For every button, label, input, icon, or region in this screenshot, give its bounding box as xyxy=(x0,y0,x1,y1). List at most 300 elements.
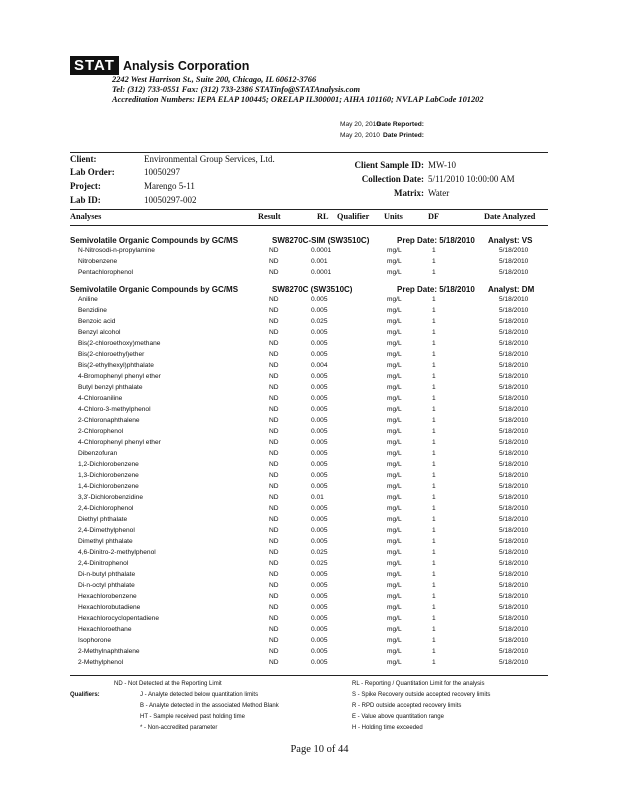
analyte-name: Diethyl phthalate xyxy=(78,516,128,523)
date-analyzed-value: 5/18/2010 xyxy=(499,439,529,446)
analyte-name: 2-Chloronaphthalene xyxy=(78,417,140,424)
df-value: 1 xyxy=(432,258,436,265)
table-row xyxy=(70,361,548,372)
analyte-name: 4-Chloro-3-methylphenol xyxy=(78,406,151,413)
section-method: SW8270C (SW3510C) xyxy=(272,285,353,294)
rl-value: 0.005 xyxy=(311,384,328,391)
date-analyzed-value: 5/18/2010 xyxy=(499,428,529,435)
df-value: 1 xyxy=(432,483,436,490)
matrix-label: Matrix: xyxy=(394,188,424,198)
section-analyst: Analyst: VS xyxy=(488,236,533,245)
date-analyzed-value: 5/18/2010 xyxy=(499,395,529,402)
result-value: ND xyxy=(269,516,279,523)
analyte-name: Hexachlorobutadiene xyxy=(78,604,141,611)
rl-value: 0.005 xyxy=(311,648,328,655)
section-rows xyxy=(70,295,548,669)
rl-value: 0.005 xyxy=(311,351,328,358)
date-analyzed-value: 5/18/2010 xyxy=(499,637,529,644)
table-row xyxy=(70,438,548,449)
units-value: mg/L xyxy=(387,296,402,303)
result-value: ND xyxy=(269,582,279,589)
units-value: mg/L xyxy=(387,450,402,457)
column-header-row xyxy=(70,212,548,224)
units-value: mg/L xyxy=(387,340,402,347)
df-value: 1 xyxy=(432,450,436,457)
date-analyzed-value: 5/18/2010 xyxy=(499,373,529,380)
analyte-name: 1,2-Dichlorobenzene xyxy=(78,461,139,468)
result-value: ND xyxy=(269,538,279,545)
units-value: mg/L xyxy=(387,247,402,254)
date-reported-label: Date Reported: xyxy=(376,121,424,128)
analyte-name: 2-Methylphenol xyxy=(78,659,124,666)
result-value: ND xyxy=(269,615,279,622)
rl-value: 0.005 xyxy=(311,329,328,336)
units-value: mg/L xyxy=(387,615,402,622)
qualifiers-label: Qualifiers: xyxy=(70,692,100,698)
analyte-name: 1,4-Dichlorobenzene xyxy=(78,483,139,490)
rl-value: 0.005 xyxy=(311,373,328,380)
df-value: 1 xyxy=(432,318,436,325)
result-value: ND xyxy=(269,450,279,457)
result-value: ND xyxy=(269,560,279,567)
table-row xyxy=(70,383,548,394)
result-value: ND xyxy=(269,626,279,633)
date-analyzed-value: 5/18/2010 xyxy=(499,494,529,501)
df-value: 1 xyxy=(432,593,436,600)
analyte-name: Aniline xyxy=(78,296,98,303)
table-row xyxy=(70,647,548,658)
lab-id-label: Lab ID: xyxy=(70,195,101,205)
analyte-name: 4,6-Dinitro-2-methylphenol xyxy=(78,549,156,556)
analyte-name: Dimethyl phthalate xyxy=(78,538,133,545)
result-value: ND xyxy=(269,461,279,468)
units-value: mg/L xyxy=(387,258,402,265)
analyte-name: Hexachlorocyclopentadiene xyxy=(78,615,160,622)
date-analyzed-value: 5/18/2010 xyxy=(499,258,529,265)
date-analyzed-value: 5/18/2010 xyxy=(499,340,529,347)
client-label: Client: xyxy=(70,154,97,164)
df-value: 1 xyxy=(432,549,436,556)
date-analyzed-value: 5/18/2010 xyxy=(499,406,529,413)
units-value: mg/L xyxy=(387,362,402,369)
result-value: ND xyxy=(269,483,279,490)
df-value: 1 xyxy=(432,659,436,666)
units-value: mg/L xyxy=(387,626,402,633)
analyte-name: Dibenzofuran xyxy=(78,450,118,457)
table-row xyxy=(70,427,548,438)
col-analyses: Analyses xyxy=(70,212,102,221)
legend-r: R - RPD outside accepted recovery limits xyxy=(352,703,462,709)
rl-value: 0.005 xyxy=(311,615,328,622)
table-row xyxy=(70,328,548,339)
date-analyzed-value: 5/18/2010 xyxy=(499,615,529,622)
rl-value: 0.005 xyxy=(311,406,328,413)
col-rl: RL xyxy=(317,212,329,221)
section-method: SW8270C-SIM (SW3510C) xyxy=(272,236,370,245)
legend-e: E - Value above quantitation range xyxy=(352,714,444,720)
table-row xyxy=(70,515,548,526)
lab-contact: Tel: (312) 733-0551 Fax: (312) 733-2386 STATinfo@STATAnalysis.com xyxy=(112,85,361,94)
table-row xyxy=(70,614,548,625)
df-value: 1 xyxy=(432,296,436,303)
section-analyst: Analyst: DM xyxy=(488,285,535,294)
analyte-name: Bis(2-chloroethoxy)methane xyxy=(78,340,161,347)
rl-value: 0.005 xyxy=(311,659,328,666)
date-analyzed-value: 5/18/2010 xyxy=(499,571,529,578)
date-analyzed-value: 5/18/2010 xyxy=(499,505,529,512)
analyte-name: Hexachlorobenzene xyxy=(78,593,137,600)
project-name: Marengo 5-11 xyxy=(144,181,195,191)
table-row xyxy=(70,504,548,515)
rl-value: 0.0001 xyxy=(311,269,332,276)
result-value: ND xyxy=(269,351,279,358)
section-prep-date: Prep Date: 5/18/2010 xyxy=(397,236,475,245)
df-value: 1 xyxy=(432,362,436,369)
rl-value: 0.005 xyxy=(311,461,328,468)
date-analyzed-value: 5/18/2010 xyxy=(499,560,529,567)
lab-address: 2242 West Harrison St., Suite 200, Chicago, IL 60612-3766 xyxy=(112,75,317,84)
table-row xyxy=(70,317,548,328)
units-value: mg/L xyxy=(387,527,402,534)
result-value: ND xyxy=(269,648,279,655)
units-value: mg/L xyxy=(387,505,402,512)
df-value: 1 xyxy=(432,571,436,578)
analyte-name: Hexachloroethane xyxy=(78,626,132,633)
df-value: 1 xyxy=(432,494,436,501)
df-value: 1 xyxy=(432,384,436,391)
table-row xyxy=(70,372,548,383)
sample-id-label: Client Sample ID: xyxy=(354,160,424,170)
df-value: 1 xyxy=(432,538,436,545)
units-value: mg/L xyxy=(387,637,402,644)
date-analyzed-value: 5/18/2010 xyxy=(499,329,529,336)
lab-header xyxy=(70,56,590,105)
table-row xyxy=(70,603,548,614)
rl-value: 0.005 xyxy=(311,637,328,644)
legend-b: B - Analyte detected in the associated Method Blank xyxy=(140,703,279,709)
date-analyzed-value: 5/18/2010 xyxy=(499,450,529,457)
rl-value: 0.005 xyxy=(311,472,328,479)
lab-order: 10050297 xyxy=(144,167,180,177)
analyte-name: 4-Bromophenyl phenyl ether xyxy=(78,373,161,380)
table-row xyxy=(70,493,548,504)
analyte-name: Benzoic acid xyxy=(78,318,116,325)
date-analyzed-value: 5/18/2010 xyxy=(499,461,529,468)
rl-value: 0.005 xyxy=(311,428,328,435)
date-printed: May 20, 2010 xyxy=(340,132,380,139)
result-value: ND xyxy=(269,593,279,600)
analyte-name: Isophorone xyxy=(78,637,111,644)
date-analyzed-value: 5/18/2010 xyxy=(499,307,529,314)
sample-id: MW-10 xyxy=(428,160,456,170)
result-value: ND xyxy=(269,428,279,435)
units-value: mg/L xyxy=(387,472,402,479)
units-value: mg/L xyxy=(387,461,402,468)
col-date-analyzed: Date Analyzed xyxy=(484,212,536,221)
analyte-name: Benzyl alcohol xyxy=(78,329,121,336)
date-analyzed-value: 5/18/2010 xyxy=(499,417,529,424)
df-value: 1 xyxy=(432,560,436,567)
units-value: mg/L xyxy=(387,329,402,336)
df-value: 1 xyxy=(432,637,436,644)
date-analyzed-value: 5/18/2010 xyxy=(499,549,529,556)
page-number: Page 10 of 44 xyxy=(290,744,349,755)
project-label: Project: xyxy=(70,181,101,191)
df-value: 1 xyxy=(432,516,436,523)
units-value: mg/L xyxy=(387,428,402,435)
rl-value: 0.005 xyxy=(311,527,328,534)
df-value: 1 xyxy=(432,527,436,534)
header-bottom-rule xyxy=(70,225,548,226)
table-row xyxy=(70,658,548,669)
analyte-name: 2-Chlorophenol xyxy=(78,428,124,435)
rl-value: 0.01 xyxy=(311,494,324,501)
table-row xyxy=(70,526,548,537)
units-value: mg/L xyxy=(387,516,402,523)
date-analyzed-value: 5/18/2010 xyxy=(499,483,529,490)
analyte-name: Bis(2-chloroethyl)ether xyxy=(78,351,145,358)
table-row xyxy=(70,306,548,317)
lab-order-label: Lab Order: xyxy=(70,167,115,177)
units-value: mg/L xyxy=(387,648,402,655)
rl-value: 0.005 xyxy=(311,439,328,446)
result-value: ND xyxy=(269,340,279,347)
col-units: Units xyxy=(384,212,403,221)
table-row xyxy=(70,295,548,306)
df-value: 1 xyxy=(432,247,436,254)
result-value: ND xyxy=(269,258,279,265)
result-value: ND xyxy=(269,472,279,479)
table-row xyxy=(70,581,548,592)
table-row xyxy=(70,460,548,471)
rl-value: 0.005 xyxy=(311,340,328,347)
df-value: 1 xyxy=(432,428,436,435)
lab-accreditation: Accreditation Numbers: IEPA ELAP 100445; ORELAP IL300001; AIHA 101160; NVLAP LabCode 101202 xyxy=(112,95,484,104)
result-value: ND xyxy=(269,307,279,314)
df-value: 1 xyxy=(432,439,436,446)
df-value: 1 xyxy=(432,417,436,424)
rl-value: 0.005 xyxy=(311,395,328,402)
analyte-name: 2,4-Dichlorophenol xyxy=(78,505,134,512)
date-analyzed-value: 5/18/2010 xyxy=(499,351,529,358)
client-top-rule xyxy=(70,152,548,153)
df-value: 1 xyxy=(432,461,436,468)
df-value: 1 xyxy=(432,582,436,589)
df-value: 1 xyxy=(432,340,436,347)
analyte-name: 3,3'-Dichlorobenzidine xyxy=(78,494,144,501)
client-info xyxy=(70,154,560,206)
table-row xyxy=(70,257,548,268)
rl-value: 0.001 xyxy=(311,258,328,265)
table-row xyxy=(70,570,548,581)
rl-value: 0.005 xyxy=(311,417,328,424)
df-value: 1 xyxy=(432,626,436,633)
analyte-name: 4-Chloroaniline xyxy=(78,395,123,402)
units-value: mg/L xyxy=(387,373,402,380)
company-name: Analysis Corporation xyxy=(122,58,250,73)
date-analyzed-value: 5/18/2010 xyxy=(499,648,529,655)
result-value: ND xyxy=(269,296,279,303)
date-printed-label: Date Printed: xyxy=(382,132,424,139)
date-analyzed-value: 5/18/2010 xyxy=(499,538,529,545)
units-value: mg/L xyxy=(387,483,402,490)
df-value: 1 xyxy=(432,329,436,336)
table-row xyxy=(70,537,548,548)
df-value: 1 xyxy=(432,604,436,611)
table-row xyxy=(70,416,548,427)
header-top-rule xyxy=(70,209,548,210)
result-value: ND xyxy=(269,384,279,391)
analyte-name: 1,3-Dichlorobenzene xyxy=(78,472,139,479)
table-row xyxy=(70,559,548,570)
rl-value: 0.005 xyxy=(311,505,328,512)
table-row xyxy=(70,268,548,279)
table-row xyxy=(70,339,548,350)
section-name: Semivolatile Organic Compounds by GC/MS xyxy=(70,285,239,294)
result-value: ND xyxy=(269,637,279,644)
result-value: ND xyxy=(269,439,279,446)
analyte-name: Nitrobenzene xyxy=(78,258,118,265)
date-analyzed-value: 5/18/2010 xyxy=(499,626,529,633)
analyte-name: 2-Methylnaphthalene xyxy=(78,648,140,655)
legend-rl: RL - Reporting / Quantitation Limit for the analysis xyxy=(352,681,485,687)
units-value: mg/L xyxy=(387,395,402,402)
section-rows xyxy=(70,246,548,279)
stat-logo: STAT xyxy=(70,56,119,75)
rl-value: 0.005 xyxy=(311,307,328,314)
table-row xyxy=(70,636,548,647)
units-value: mg/L xyxy=(387,406,402,413)
result-value: ND xyxy=(269,417,279,424)
col-qualifier: Qualifier xyxy=(337,212,370,221)
analyte-name: Di-n-butyl phthalate xyxy=(78,571,136,578)
rl-value: 0.005 xyxy=(311,296,328,303)
legend-j: J - Analyte detected below quantitation limits xyxy=(140,692,259,698)
date-analyzed-value: 5/18/2010 xyxy=(499,593,529,600)
result-value: ND xyxy=(269,362,279,369)
rl-value: 0.005 xyxy=(311,604,328,611)
date-analyzed-value: 5/18/2010 xyxy=(499,269,529,276)
df-value: 1 xyxy=(432,472,436,479)
result-value: ND xyxy=(269,527,279,534)
df-value: 1 xyxy=(432,406,436,413)
analyte-name: 2,4-Dinitrophenol xyxy=(78,560,129,567)
table-row xyxy=(70,471,548,482)
table-row xyxy=(70,548,548,559)
rl-value: 0.025 xyxy=(311,549,328,556)
rl-value: 0.005 xyxy=(311,626,328,633)
table-row xyxy=(70,246,548,257)
units-value: mg/L xyxy=(387,494,402,501)
analyte-name: Pentachlorophenol xyxy=(78,269,133,276)
col-df: DF xyxy=(428,212,440,221)
result-value: ND xyxy=(269,395,279,402)
units-value: mg/L xyxy=(387,549,402,556)
table-row xyxy=(70,482,548,493)
units-value: mg/L xyxy=(387,604,402,611)
units-value: mg/L xyxy=(387,439,402,446)
analyte-name: N-Nitrosodi-n-propylamine xyxy=(78,247,155,254)
units-value: mg/L xyxy=(387,318,402,325)
rl-value: 0.004 xyxy=(311,362,328,369)
analyte-name: Benzidine xyxy=(78,307,107,314)
rl-value: 0.005 xyxy=(311,571,328,578)
result-value: ND xyxy=(269,549,279,556)
result-value: ND xyxy=(269,505,279,512)
rl-value: 0.005 xyxy=(311,450,328,457)
date-reported: May 20, 2010 xyxy=(340,121,380,128)
analyte-name: 2,4-Dimethylphenol xyxy=(78,527,135,534)
units-value: mg/L xyxy=(387,560,402,567)
date-analyzed-value: 5/18/2010 xyxy=(499,516,529,523)
matrix: Water xyxy=(428,188,450,198)
df-value: 1 xyxy=(432,307,436,314)
date-analyzed-value: 5/18/2010 xyxy=(499,527,529,534)
result-value: ND xyxy=(269,318,279,325)
legend-s: S - Spike Recovery outside accepted recovery limits xyxy=(352,692,491,698)
rl-value: 0.005 xyxy=(311,516,328,523)
section-name: Semivolatile Organic Compounds by GC/MS xyxy=(70,236,239,245)
result-value: ND xyxy=(269,494,279,501)
df-value: 1 xyxy=(432,505,436,512)
units-value: mg/L xyxy=(387,384,402,391)
units-value: mg/L xyxy=(387,351,402,358)
rl-value: 0.005 xyxy=(311,483,328,490)
result-value: ND xyxy=(269,373,279,380)
table-row xyxy=(70,449,548,460)
rl-value: 0.005 xyxy=(311,538,328,545)
legend-nd: ND - Not Detected at the Reporting Limit xyxy=(114,681,222,687)
rl-value: 0.025 xyxy=(311,560,328,567)
date-analyzed-value: 5/18/2010 xyxy=(499,384,529,391)
result-value: ND xyxy=(269,247,279,254)
df-value: 1 xyxy=(432,395,436,402)
units-value: mg/L xyxy=(387,417,402,424)
rl-value: 0.005 xyxy=(311,593,328,600)
legend-ht: HT - Sample received past holding time xyxy=(140,714,245,720)
date-analyzed-value: 5/18/2010 xyxy=(499,472,529,479)
result-value: ND xyxy=(269,604,279,611)
units-value: mg/L xyxy=(387,307,402,314)
section-prep-date: Prep Date: 5/18/2010 xyxy=(397,285,475,294)
result-value: ND xyxy=(269,269,279,276)
table-row xyxy=(70,350,548,361)
analyte-name: Di-n-octyl phthalate xyxy=(78,582,135,589)
analyte-name: Bis(2-ethylhexyl)phthalate xyxy=(78,362,154,369)
date-analyzed-value: 5/18/2010 xyxy=(499,582,529,589)
table-row xyxy=(70,625,548,636)
result-value: ND xyxy=(269,406,279,413)
df-value: 1 xyxy=(432,648,436,655)
units-value: mg/L xyxy=(387,538,402,545)
result-value: ND xyxy=(269,329,279,336)
rl-value: 0.0001 xyxy=(311,247,332,254)
date-analyzed-value: 5/18/2010 xyxy=(499,318,529,325)
units-value: mg/L xyxy=(387,582,402,589)
units-value: mg/L xyxy=(387,269,402,276)
col-result: Result xyxy=(258,212,281,221)
rl-value: 0.025 xyxy=(311,318,328,325)
legend-h: H - Holding time exceeded xyxy=(352,725,423,731)
result-value: ND xyxy=(269,571,279,578)
date-analyzed-value: 5/18/2010 xyxy=(499,296,529,303)
lab-id: 10050297-002 xyxy=(144,195,197,205)
rl-value: 0.005 xyxy=(311,582,328,589)
table-row xyxy=(70,592,548,603)
df-value: 1 xyxy=(432,269,436,276)
legend-top-rule xyxy=(70,675,548,676)
date-analyzed-value: 5/18/2010 xyxy=(499,247,529,254)
